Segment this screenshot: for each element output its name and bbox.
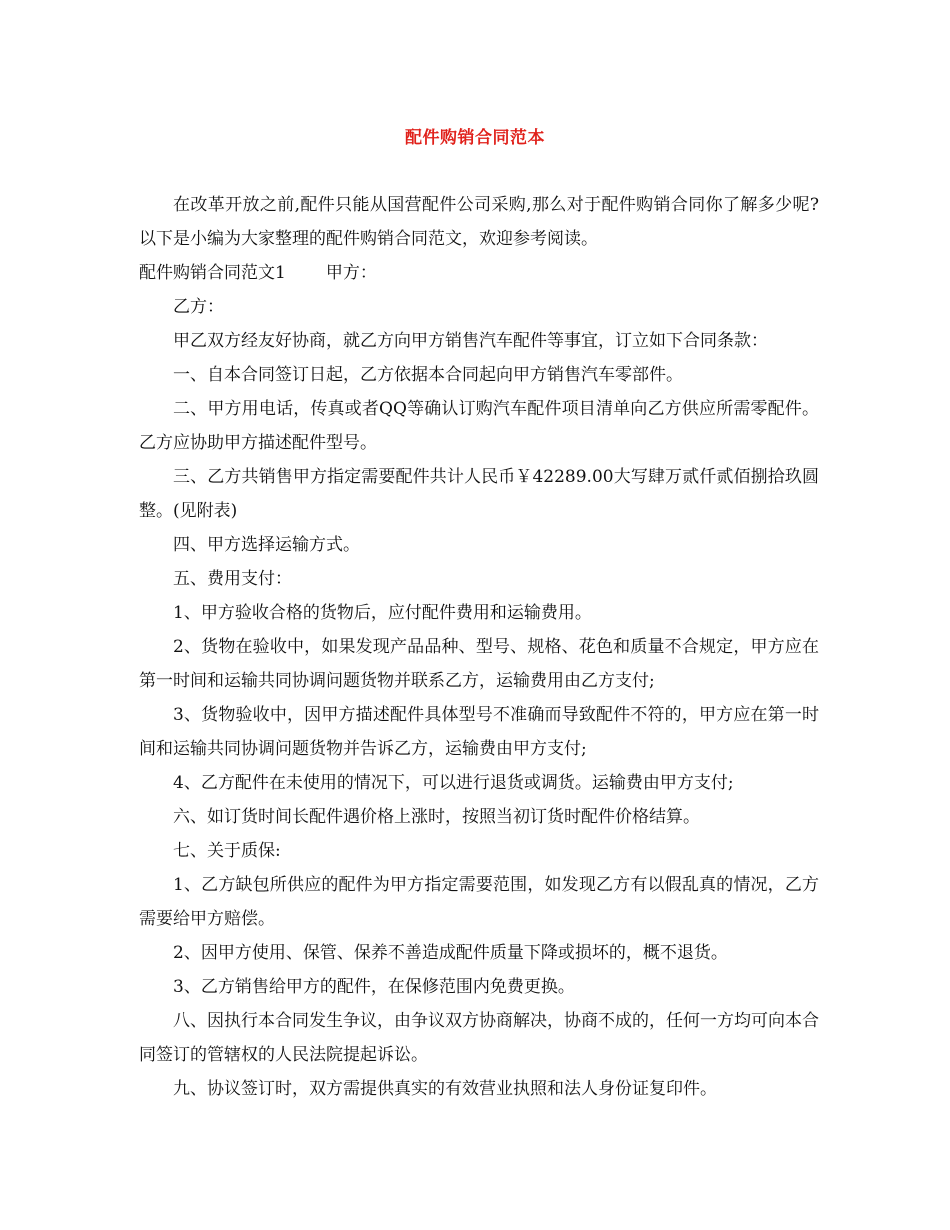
sample-heading-line	[139, 256, 819, 290]
paragraph: 2、因甲方使用、保管、保养不善造成配件质量下降或损坏的，概不退货。	[173, 943, 728, 963]
paragraph: 九、协议签订时，双方需提供真实的有效营业执照和法人身份证复印件。	[173, 1079, 717, 1099]
paragraph: 1、乙方缺包所供应的配件为甲方指定需要范围，如发现乙方有以假乱真的情况，乙方需要给甲方赔偿。	[139, 875, 819, 929]
document-title: 配件购销合同范本	[405, 128, 545, 148]
paragraph: 1、甲方验收合格的货物后，应付配件费用和运输费用。	[173, 603, 592, 623]
paragraph: 三、乙方共销售甲方指定需要配件共计人民币￥42289.00大写肆万贰仟贰佰捌拾玖圆整。(见附表)	[139, 467, 819, 521]
paragraph: 六、如订货时间长配件遇价格上涨时，按照当初订货时配件价格结算。	[173, 807, 700, 827]
sample-heading: 配件购销合同范文1	[139, 263, 286, 283]
intro-paragraph: 在改革开放之前,配件只能从国营配件公司采购,那么对于配件购销合同你了解多少呢?以下是小编为大家整理的配件购销合同范文，欢迎参考阅读。	[139, 195, 819, 249]
party-b-label: 乙方：	[173, 297, 224, 317]
paragraph: 二、甲方用电话，传真或者QQ等确认订购汽车配件项目清单向乙方供应所需零配件。乙方应协助甲方描述配件型号。	[139, 399, 819, 453]
paragraph: 4、乙方配件在未使用的情况下，可以进行退货或调货。运输费由甲方支付;	[173, 773, 734, 793]
paragraph: 甲乙双方经友好协商，就乙方向甲方销售汽车配件等事宜，订立如下合同条款：	[173, 331, 768, 351]
paragraph: 四、甲方选择运输方式。	[173, 535, 360, 555]
paragraph: 3、乙方销售给甲方的配件，在保修范围内免费更换。	[173, 977, 575, 997]
paragraph: 一、自本合同签订日起，乙方依据本合同起向甲方销售汽车零部件。	[173, 365, 683, 385]
party-a-label: 甲方：	[325, 263, 377, 283]
paragraph: 八、因执行本合同发生争议，由争议双方协商解决，协商不成的，任何一方均可向本合同签订的管辖权的人民法院提起诉讼。	[139, 1011, 819, 1065]
paragraph: 2、货物在验收中，如果发现产品品种、型号、规格、花色和质量不合规定，甲方应在第一时间和运输共同协调问题货物并联系乙方，运输费用由乙方支付;	[139, 637, 819, 691]
paragraph: 3、货物验收中，因甲方描述配件具体型号不准确而导致配件不符的，甲方应在第一时间和运输共同协调问题货物并告诉乙方，运输费由甲方支付;	[139, 705, 819, 759]
paragraph: 七、关于质保:	[173, 841, 281, 861]
paragraph: 五、费用支付：	[173, 569, 292, 589]
document-body	[139, 188, 819, 1106]
